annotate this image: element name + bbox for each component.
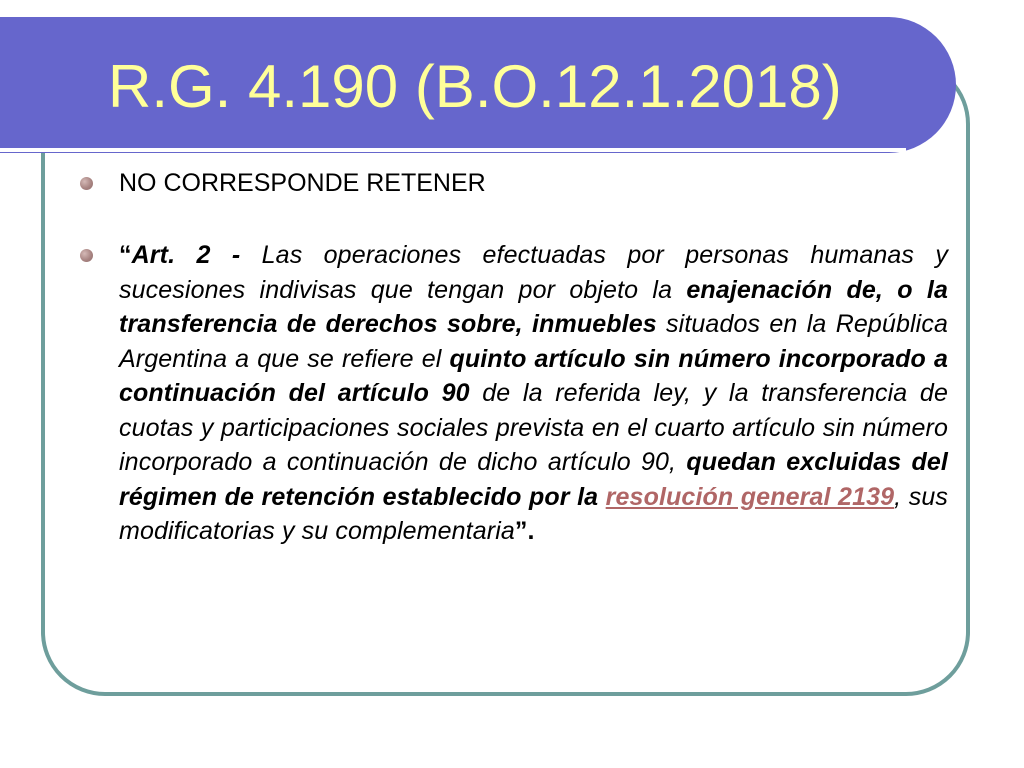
article-text-bold: enajenación de, o la transferencia de derechos sobre, inmuebles	[119, 275, 948, 338]
slide-title: R.G. 4.190 (B.O.12.1.2018)	[108, 53, 842, 120]
resolucion-general-link[interactable]: resolución general 2139	[605, 482, 895, 511]
title-underline	[0, 148, 906, 152]
bullet-list	[75, 168, 948, 549]
bullet-item-no-retener	[75, 168, 948, 198]
article-quote	[119, 241, 948, 545]
bullet-text: NO CORRESPONDE RETENER	[119, 169, 486, 197]
bullet-item-art-2	[75, 238, 948, 549]
article-text: , sus modificatorias y su complementaria	[119, 482, 948, 545]
article-text-bold: quedan excluidas del régimen de retención establecido por la	[119, 448, 948, 511]
article-text: situados en la República Argentina a que se refiere el	[119, 310, 948, 373]
article-text: de la referida ley, y la transferencia de cuotas y participaciones sociales prevista en el cuarto artículo sin número incorporado a continuación de dicho artículo 90,	[119, 379, 948, 476]
article-text-bold: quinto artículo sin número incorporado a continuación del artículo 90	[119, 344, 948, 407]
quote-close: ”.	[514, 517, 535, 545]
article-number: Art. 2 -	[131, 241, 241, 269]
bullet-dot-icon	[80, 249, 93, 262]
bullet-dot-icon	[80, 177, 93, 190]
quote-open: “	[119, 241, 132, 269]
article-text: Las operaciones efectuadas por personas humanas y sucesiones indivisas que tengan por objeto la	[119, 241, 948, 304]
title-banner	[0, 17, 956, 153]
